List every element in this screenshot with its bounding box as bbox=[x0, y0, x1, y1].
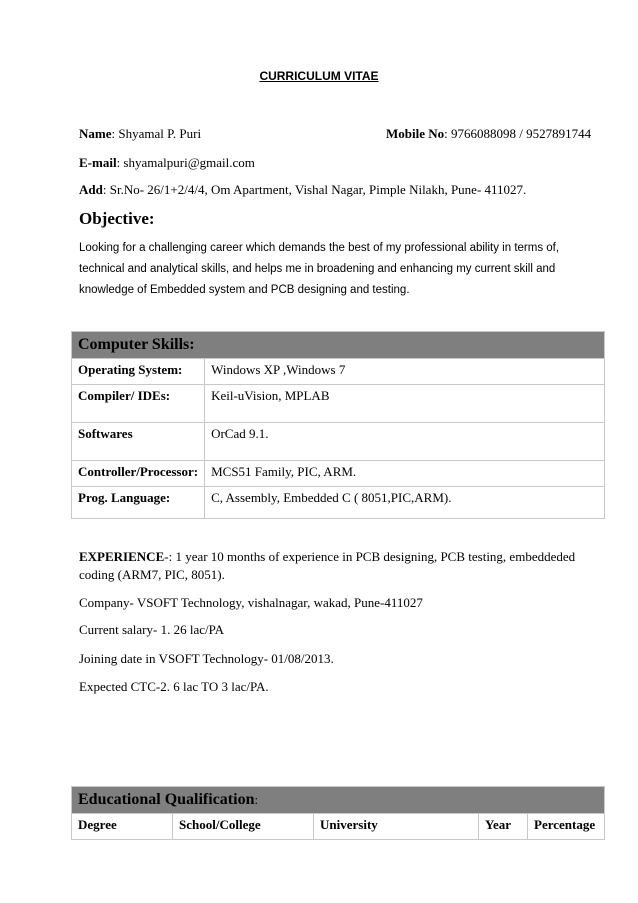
mobile-label: Mobile No bbox=[386, 126, 445, 141]
skills-header-row bbox=[72, 332, 605, 359]
objective-heading: Objective: bbox=[79, 209, 155, 228]
computer-skills-table bbox=[71, 331, 605, 519]
skill-label: Controller/Processor: bbox=[72, 461, 205, 487]
table-row bbox=[72, 461, 605, 487]
experience-paragraph bbox=[79, 548, 599, 584]
education-heading-text: Educational Qualification bbox=[78, 791, 255, 808]
skill-value: Keil-uVision, MPLAB bbox=[205, 385, 605, 423]
table-row bbox=[72, 385, 605, 423]
skill-label: Operating System: bbox=[72, 359, 205, 385]
table-row bbox=[72, 423, 605, 461]
skill-value: C, Assembly, Embedded C ( 8051,PIC,ARM). bbox=[205, 487, 605, 519]
email-line bbox=[79, 155, 255, 171]
mobile-line bbox=[386, 126, 591, 142]
skill-label: Prog. Language: bbox=[72, 487, 205, 519]
table-row bbox=[72, 359, 605, 385]
skill-value: MCS51 Family, PIC, ARM. bbox=[205, 461, 605, 487]
table-row bbox=[72, 487, 605, 519]
email-label: E-mail bbox=[79, 155, 117, 170]
column-header-school: School/College bbox=[173, 814, 314, 840]
education-header-row bbox=[72, 787, 605, 814]
joining-line: Joining date in VSOFT Technology- 01/08/2013. bbox=[79, 651, 334, 666]
experience-label: EXPERIENCE bbox=[79, 549, 165, 564]
education-heading-suffix: : bbox=[254, 792, 259, 807]
column-header-degree: Degree bbox=[72, 814, 173, 840]
skill-label: Softwares bbox=[72, 423, 205, 461]
address-line bbox=[79, 182, 526, 198]
column-header-year: Year bbox=[479, 814, 528, 840]
table-row bbox=[72, 814, 605, 840]
email-value: : shyamalpuri@gmail.com bbox=[116, 155, 255, 170]
company-line: Company- VSOFT Technology, vishalnagar, wakad, Pune-411027 bbox=[79, 595, 423, 610]
column-header-percentage: Percentage bbox=[528, 814, 605, 840]
name-line bbox=[79, 126, 201, 142]
document-title: CURRICULUM VITAE bbox=[259, 69, 379, 83]
skill-label: Compiler/ IDEs: bbox=[72, 385, 205, 423]
skill-value: Windows XP ,Windows 7 bbox=[205, 359, 605, 385]
name-label: Name bbox=[79, 126, 112, 141]
skill-value: OrCad 9.1. bbox=[205, 423, 605, 461]
column-header-university: University bbox=[314, 814, 479, 840]
address-label: Add bbox=[79, 182, 103, 197]
name-value: : Shyamal P. Puri bbox=[111, 126, 202, 141]
skills-heading: Computer Skills: bbox=[72, 332, 605, 359]
address-value: : Sr.No- 26/1+2/4/4, Om Apartment, Vishal Nagar, Pimple Nilakh, Pune- 411027. bbox=[102, 182, 527, 197]
education-table bbox=[71, 786, 605, 840]
expected-ctc-line: Expected CTC-2. 6 lac TO 3 lac/PA. bbox=[79, 679, 269, 694]
salary-line: Current salary- 1. 26 lac/PA bbox=[79, 622, 225, 637]
experience-text: -: 1 year 10 months of experience in PCB designing, PCB testing, embeddeded coding (ARM7, PIC, 8051). bbox=[79, 549, 576, 582]
objective-text: Looking for a challenging career which demands the best of my professional ability in terms of, technical and analytical skills, and helps me in broadening and enhancing my current skill and knowledge of Embedded system and PCB designing and testing. bbox=[79, 242, 560, 296]
mobile-value: : 9766088098 / 9527891744 bbox=[444, 126, 592, 141]
education-heading bbox=[72, 787, 605, 814]
